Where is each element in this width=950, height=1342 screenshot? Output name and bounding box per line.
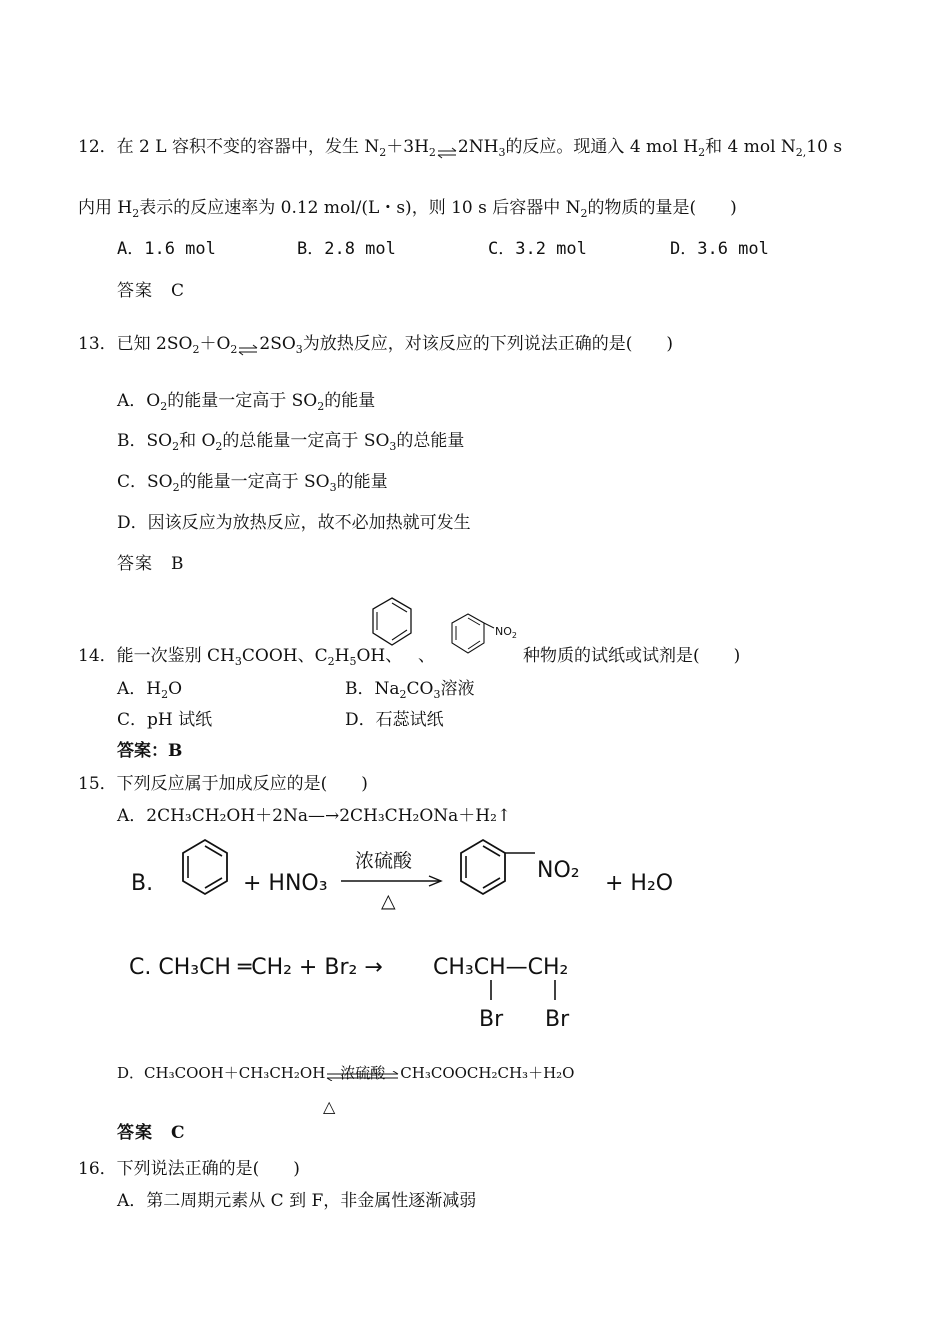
q15-line1: 15．下列反应属于加成反应的是( ) xyxy=(78,774,368,794)
heat-symbol: △ xyxy=(323,1097,336,1116)
reversible-arrow-condition: 浓硫酸 xyxy=(325,1062,400,1084)
q12-number: 12． xyxy=(78,137,117,157)
option-c-reactants: C. CH₃CH ═CH₂ + Br₂ → xyxy=(129,955,383,980)
benzene-ring-icon xyxy=(370,595,415,650)
catalyst-label: 浓硫酸 xyxy=(355,850,413,872)
q15-option-a: A．2CH₃CH₂OH＋2Na—→2CH₃CH₂ONa＋H₂↑ xyxy=(117,806,512,826)
q12-option-c: C．3.2 mol xyxy=(488,239,587,259)
nitrobenzene-structure-icon xyxy=(446,610,524,658)
q14-line1: 14．能一次鉴别 $CH_3COOH$、$C_2H_5OH$、 xyxy=(78,646,403,668)
q14-option-c: C．pH 试纸 xyxy=(117,710,213,730)
q16-option-a: A．第二周期元素从 C 到 F，非金属性逐渐减弱 xyxy=(117,1191,477,1211)
q13-line1: 13．已知 $2SO_2+O_2$ $2SO_3$为放热反应，对该反应的下列说法正确的是( ) xyxy=(78,334,674,356)
option-b-label: B. xyxy=(131,871,154,896)
q16-line1: 16．下列说法正确的是( ) xyxy=(78,1159,300,1179)
q13-answer: 答案 B xyxy=(117,554,185,574)
h2o-label: + H₂O xyxy=(605,871,674,896)
equilibrium-arrow-icon xyxy=(237,334,259,356)
q13-option-d: D．因该反应为放热反应，故不必加热就可发生 xyxy=(117,513,471,533)
q15-number: 15． xyxy=(78,774,117,794)
no2-label: NO₂ xyxy=(537,858,580,883)
equilibrium-arrow-icon xyxy=(436,137,458,159)
q13-option-c: C．$SO_2$的能量一定高于 $SO_3$的能量 xyxy=(117,472,388,494)
q15-option-d: D．CH₃COOH＋CH₃CH₂OH 浓硫酸 CH₃COOCH₂CH₃＋H₂O xyxy=(117,1064,575,1082)
q15-option-b-reaction xyxy=(125,835,695,930)
q16-number: 16． xyxy=(78,1159,117,1179)
option-c-product: CH₃CH—CH₂ xyxy=(433,955,569,980)
q12-answer: 答案 C xyxy=(117,281,186,301)
q14-option-d: D．石蕊试纸 xyxy=(345,710,444,730)
bromine-label: Br xyxy=(545,1007,570,1032)
hno3-label: + HNO₃ xyxy=(243,871,328,896)
q12-option-b: B．2.8 mol xyxy=(297,239,396,259)
no2-label: NO xyxy=(495,625,512,638)
nitrobenzene-structure-icon xyxy=(461,840,535,894)
q13-number: 13． xyxy=(78,334,117,354)
q12-option-d: D．3.6 mol xyxy=(670,239,769,259)
q14-separator: 、 xyxy=(418,646,435,666)
benzene-ring-icon xyxy=(183,840,227,894)
q14-answer: 答案：B xyxy=(117,741,183,761)
q13-option-b: B．$SO_2$和 $O_2$的总能量一定高于 $SO_3$的总能量 xyxy=(117,431,465,453)
q12-line1: 12．在 2 L 容积不变的容器中，发生 $N_2+3H_2$ $2NH_3$的反应。现通入 4 mol $H_2$和 4 mol $N_{2,}10$ s xyxy=(78,137,843,159)
reversible-arrow-icon xyxy=(325,1071,400,1081)
q14-option-a: A．$H_2O$ xyxy=(117,679,183,701)
q14-line1-tail: 种物质的试纸或试剂是( ) xyxy=(523,646,741,666)
q15-answer: 答案 C xyxy=(117,1123,186,1143)
q12-option-a: A．1.6 mol xyxy=(117,239,216,259)
q13-option-a: A．$O_2$的能量一定高于 $SO_2$的能量 xyxy=(117,391,376,413)
q14-number: 14． xyxy=(78,646,117,666)
q12-line2: 内用 $H_2$表示的反应速率为 0.12 mol/(L・s)，则 10 s 后容器中 $N_2$的物质的量是( ) xyxy=(78,198,737,220)
bromine-label: Br xyxy=(479,1007,504,1032)
q14-option-b: B．$Na_2CO_3$溶液 xyxy=(345,679,475,701)
q15-option-c-reaction xyxy=(125,940,625,1035)
heat-symbol: △ xyxy=(381,890,396,912)
svg-text:NO2: $NO_2$ xyxy=(495,625,517,640)
